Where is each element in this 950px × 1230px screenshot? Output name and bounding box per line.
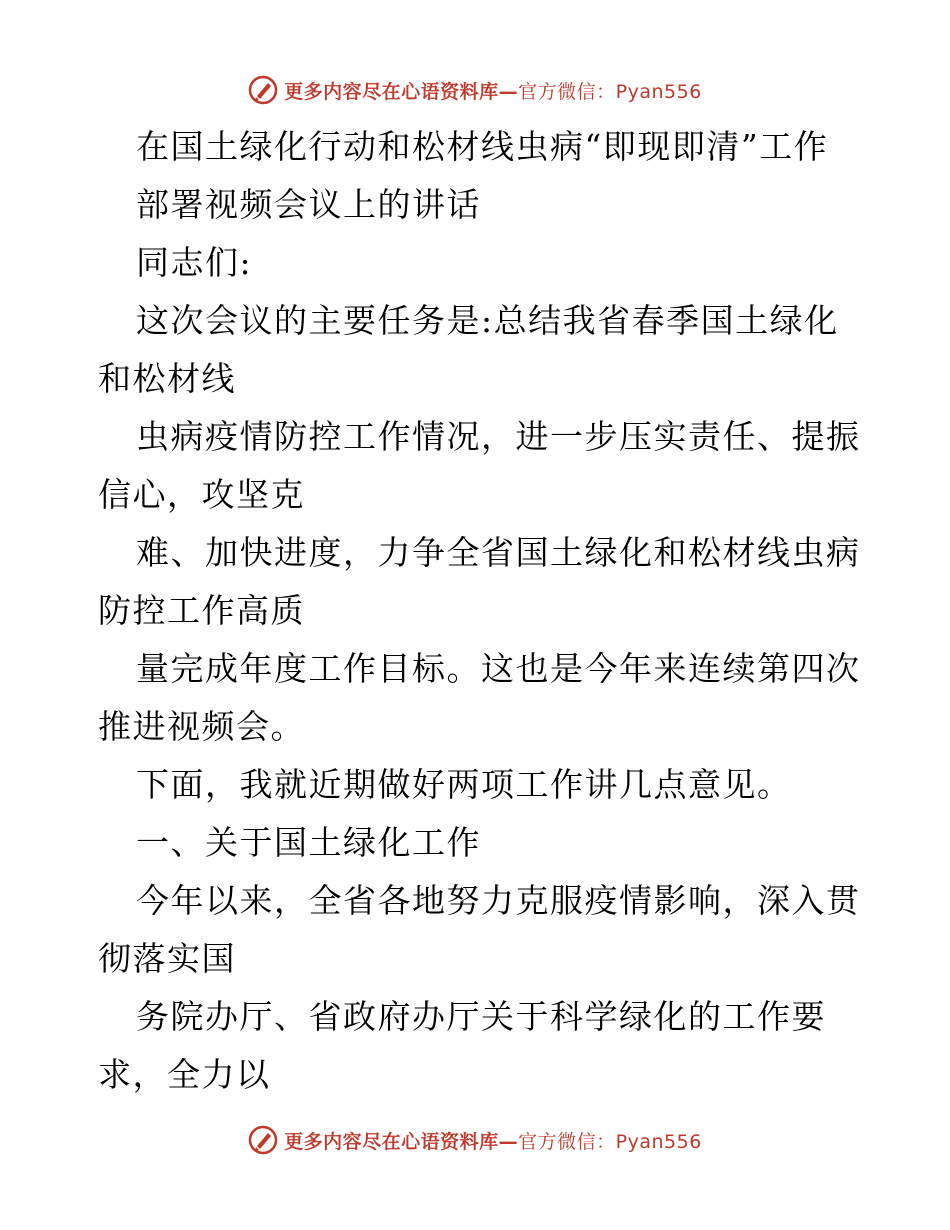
text-line: 难、加快进度，力争全省国土绿化和松材线虫病 xyxy=(136,533,861,572)
text-line: 求，全力以 xyxy=(98,1055,271,1094)
watermark-header xyxy=(0,70,950,110)
text-line: 在国土绿化行动和松材线虫病“即现即清”工作 xyxy=(136,127,829,166)
text-line: 一、关于国土绿化工作 xyxy=(136,823,481,862)
watermark-wechat: 官方微信：Pyan556 xyxy=(518,1130,702,1153)
document-body xyxy=(98,118,861,1104)
text-line: 彻落实国 xyxy=(98,939,236,978)
watermark-text: 更多内容尽在心语资料库—官方微信：Pyan556 xyxy=(284,80,702,103)
pen-logo-icon xyxy=(248,1125,278,1155)
text-line: 信心，攻坚克 xyxy=(98,475,305,514)
text-line: 部署视频会议上的讲话 xyxy=(136,185,481,224)
text-line: 今年以来，全省各地努力克服疫情影响，深入贯 xyxy=(136,881,861,920)
watermark-wechat: 官方微信：Pyan556 xyxy=(518,80,702,103)
text-line: 量完成年度工作目标。这也是今年来连续第四次 xyxy=(136,649,861,688)
text-line: 推进视频会。 xyxy=(98,707,305,746)
text-line: 防控工作高质 xyxy=(98,591,305,630)
text-line: 和松材线 xyxy=(98,359,236,398)
text-line: 同志们: xyxy=(136,243,253,282)
watermark-footer xyxy=(0,1120,950,1160)
pen-logo-icon xyxy=(248,75,278,105)
text-line: 这次会议的主要任务是:总结我省春季国土绿化 xyxy=(136,301,839,340)
text-line: 下面，我就近期做好两项工作讲几点意见。 xyxy=(136,765,792,804)
text-line: 务院办厅、省政府办厅关于科学绿化的工作要 xyxy=(136,997,826,1036)
text-line: 虫病疫情防控工作情况，进一步压实责任、提振 xyxy=(136,417,861,456)
watermark-text: 更多内容尽在心语资料库—官方微信：Pyan556 xyxy=(284,1130,702,1153)
